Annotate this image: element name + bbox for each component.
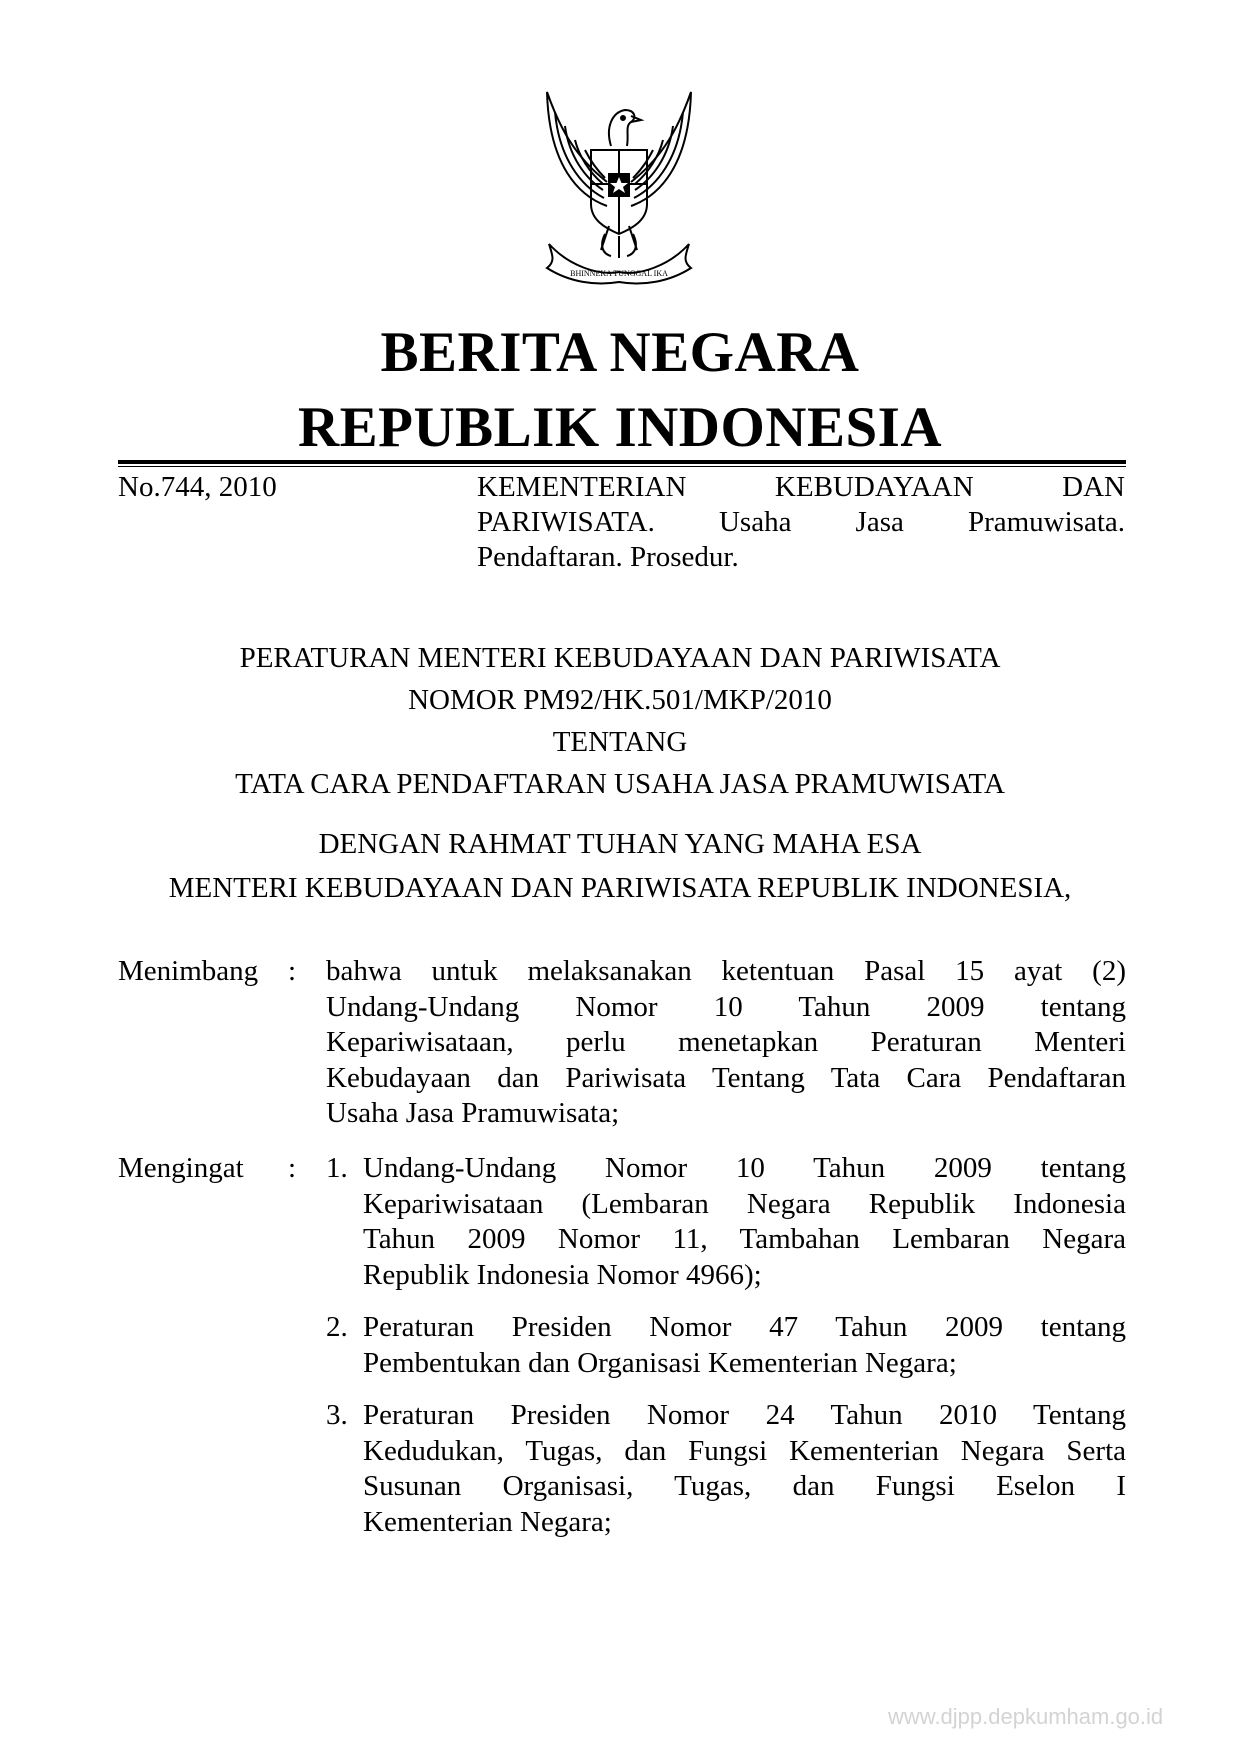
regulation-subject: TATA CARA PENDAFTARAN USAHA JASA PRAMUWISATA (235, 768, 1005, 800)
list-item-text (363, 1398, 1126, 1540)
list-item-line: Kementerian Negara; (363, 1505, 612, 1538)
list-item-line: Peraturan Presiden Nomor 47 Tahun 2009 tentang (363, 1311, 1126, 1343)
menimbang-line: bahwa untuk melaksanakan ketentuan Pasal 15 ayat (2) (326, 955, 1126, 987)
regulation-about: TENTANG (552, 726, 688, 758)
masthead-divider (118, 460, 1126, 464)
list-item-line: Kepariwisataan (Lembaran Negara Republik Indonesia (363, 1187, 1126, 1220)
issue-number: No.744, 2010 (118, 471, 277, 503)
list-item-line: Susunan Organisasi, Tugas, dan Fungsi Eselon I (363, 1470, 1126, 1502)
issue-subject-line: PARIWISATA. Usaha Jasa Pramuwisata. (477, 506, 1125, 538)
regulation-number: NOMOR PM92/HK.501/MKP/2010 (408, 684, 832, 716)
list-item-line: Pembentukan dan Organisasi Kementerian Negara; (363, 1346, 957, 1379)
menimbang-line: Undang-Undang Nomor 10 Tahun 2009 tentang (326, 990, 1126, 1023)
mengingat-label: Mengingat (118, 1152, 244, 1184)
preamble-blessing: DENGAN RAHMAT TUHAN YANG MAHA ESA (318, 828, 922, 860)
list-item-line: Republik Indonesia Nomor 4966); (363, 1258, 762, 1291)
masthead-divider-thin (118, 466, 1126, 467)
preamble (0, 822, 1240, 910)
svg-text:BHINNEKA TUNGGAL IKA: BHINNEKA TUNGGAL IKA (570, 269, 668, 278)
watermark-url: www.djpp.depkumham.go.id (888, 1704, 1164, 1729)
menimbang-line: Kepariwisataan, perlu menetapkan Peraturan Menteri (326, 1026, 1126, 1058)
masthead-title: BERITA NEGARA (380, 321, 860, 384)
menimbang-colon: : (288, 955, 297, 987)
list-item-text (363, 1151, 1126, 1293)
list-item-line: Kedudukan, Tugas, dan Fungsi Kementerian Negara Serta (363, 1434, 1126, 1467)
mengingat-colon: : (288, 1152, 297, 1184)
masthead-subtitle: REPUBLIK INDONESIA (297, 396, 943, 459)
menimbang-line: Usaha Jasa Pramuwisata; (326, 1097, 620, 1129)
regulation-title: PERATURAN MENTERI KEBUDAYAAN DAN PARIWISATA (239, 642, 1001, 674)
list-item-line: Tahun 2009 Nomor 11, Tambahan Lembaran Negara (363, 1223, 1126, 1255)
issue-subject-line: Pendaftaran. Prosedur. (477, 541, 739, 573)
list-item-number: 3. (326, 1399, 348, 1431)
list-item-number: 2. (326, 1311, 348, 1343)
menimbang-label: Menimbang (118, 955, 259, 987)
issue-subject (477, 470, 1125, 575)
menimbang-line: Kebudayaan dan Pariwisata Tentang Tata Cara Pendaftaran (326, 1061, 1126, 1094)
list-item-line: Peraturan Presiden Nomor 24 Tahun 2010 Tentang (363, 1399, 1126, 1431)
list-item-text (363, 1310, 1126, 1381)
menimbang-text (326, 954, 1126, 1132)
list-item-number: 1. (326, 1152, 348, 1184)
garuda-pancasila-emblem-icon (519, 86, 719, 286)
preamble-minister: MENTERI KEBUDAYAAN DAN PARIWISATA REPUBLIK INDONESIA, (168, 872, 1072, 904)
issue-subject-line: KEMENTERIAN KEBUDAYAAN DAN (477, 471, 1125, 503)
list-item-line: Undang-Undang Nomor 10 Tahun 2009 tentang (363, 1152, 1126, 1184)
regulation-heading (0, 637, 1240, 805)
